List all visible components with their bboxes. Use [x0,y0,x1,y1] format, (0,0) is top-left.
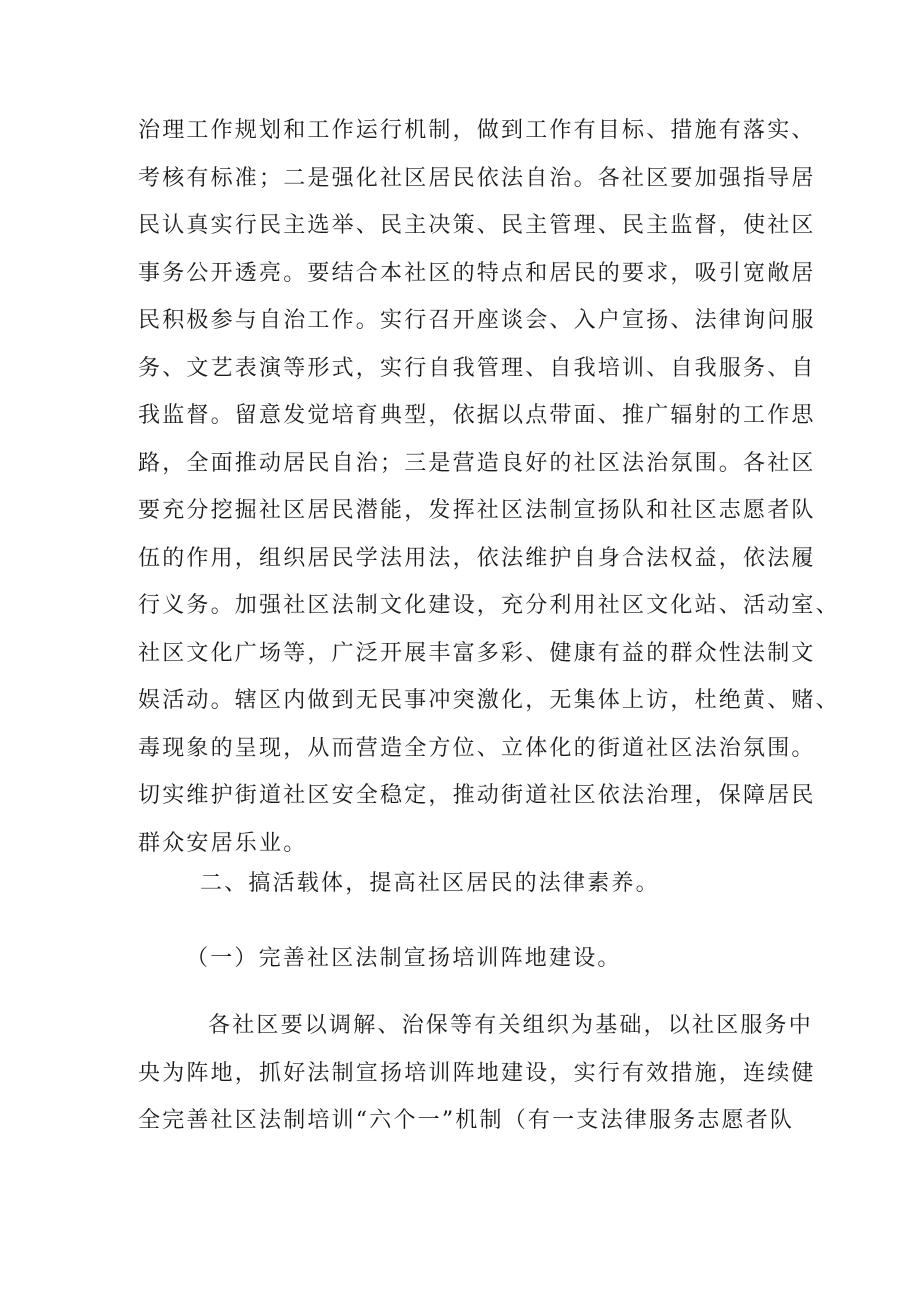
text-line: 务、文艺表演等形式，实行自我管理、自我培训、自我服务、自 [138,355,816,381]
text-line: 社区文化广场等，广泛开展丰富多彩、健康有益的群众性法制文 [138,640,816,666]
section-heading [138,860,798,908]
text-line: 治理工作规划和工作运行机制，做到工作有目标、措施有落实、 [138,118,816,143]
text-line: 我监督。留意发觉培育典型，依据以点带面、推广辐射的工作思 [138,403,816,428]
text-line: 全完善社区法制培训“六个一”机制（有一支法律服务志愿者队 [138,1108,795,1133]
text-line: 路，全面推动居民自治；三是营造良好的社区法治氛围。各社区 [138,450,816,476]
text-line: 央为阵地，抓好法制宣扬培训阵地建设，实行有效措施，连续健 [138,1060,816,1086]
text-line: 行义务。加强社区法制文化建设，充分利用社区文化站、活动室、 [138,593,840,618]
text-line: 群众安居乐业。 [138,830,308,856]
text-line: 娱活动。辖区内做到无民事冲突激化，无集体上访，杜绝黄、赌、 [138,688,840,713]
text-line: 伍的作用，组织居民学法用法，依法维护自身合法权益，依法履 [138,545,816,571]
text-line: 考核有标准；二是强化社区居民依法自治。各社区要加强指导居 [138,165,816,191]
text-line: 切实维护街道社区安全稳定，推动街道社区依法治理，保障居民 [138,783,816,808]
subsection-heading-text: （一）完善社区法制宣扬培训阵地建设。 [186,946,622,971]
text-line: 民认真实行民主选举、民主决策、民主管理、民主监督，使社区 [138,213,816,238]
subsection-heading [138,935,798,983]
paragraph-training-base [138,1002,816,1145]
text-line: 民积极参与自治工作。实行召开座谈会、入户宣扬、法律询问服 [138,308,816,333]
text-line: 要充分挖掘社区居民潜能，发挥社区法制宣扬队和社区志愿者队 [138,498,816,523]
text-line: 毒现象的呈现，从而营造全方位、立体化的街道社区法治氛围。 [138,735,816,761]
section-heading-text: 二、搞活载体，提高社区居民的法律素养。 [200,871,660,896]
paragraph-community-governance [138,107,840,867]
text-line: 事务公开透亮。要结合本社区的特点和居民的要求，吸引宽敞居 [138,260,816,286]
text-line: 各社区要以调解、治保等有关组织为基础，以社区服务中 [208,1013,814,1038]
